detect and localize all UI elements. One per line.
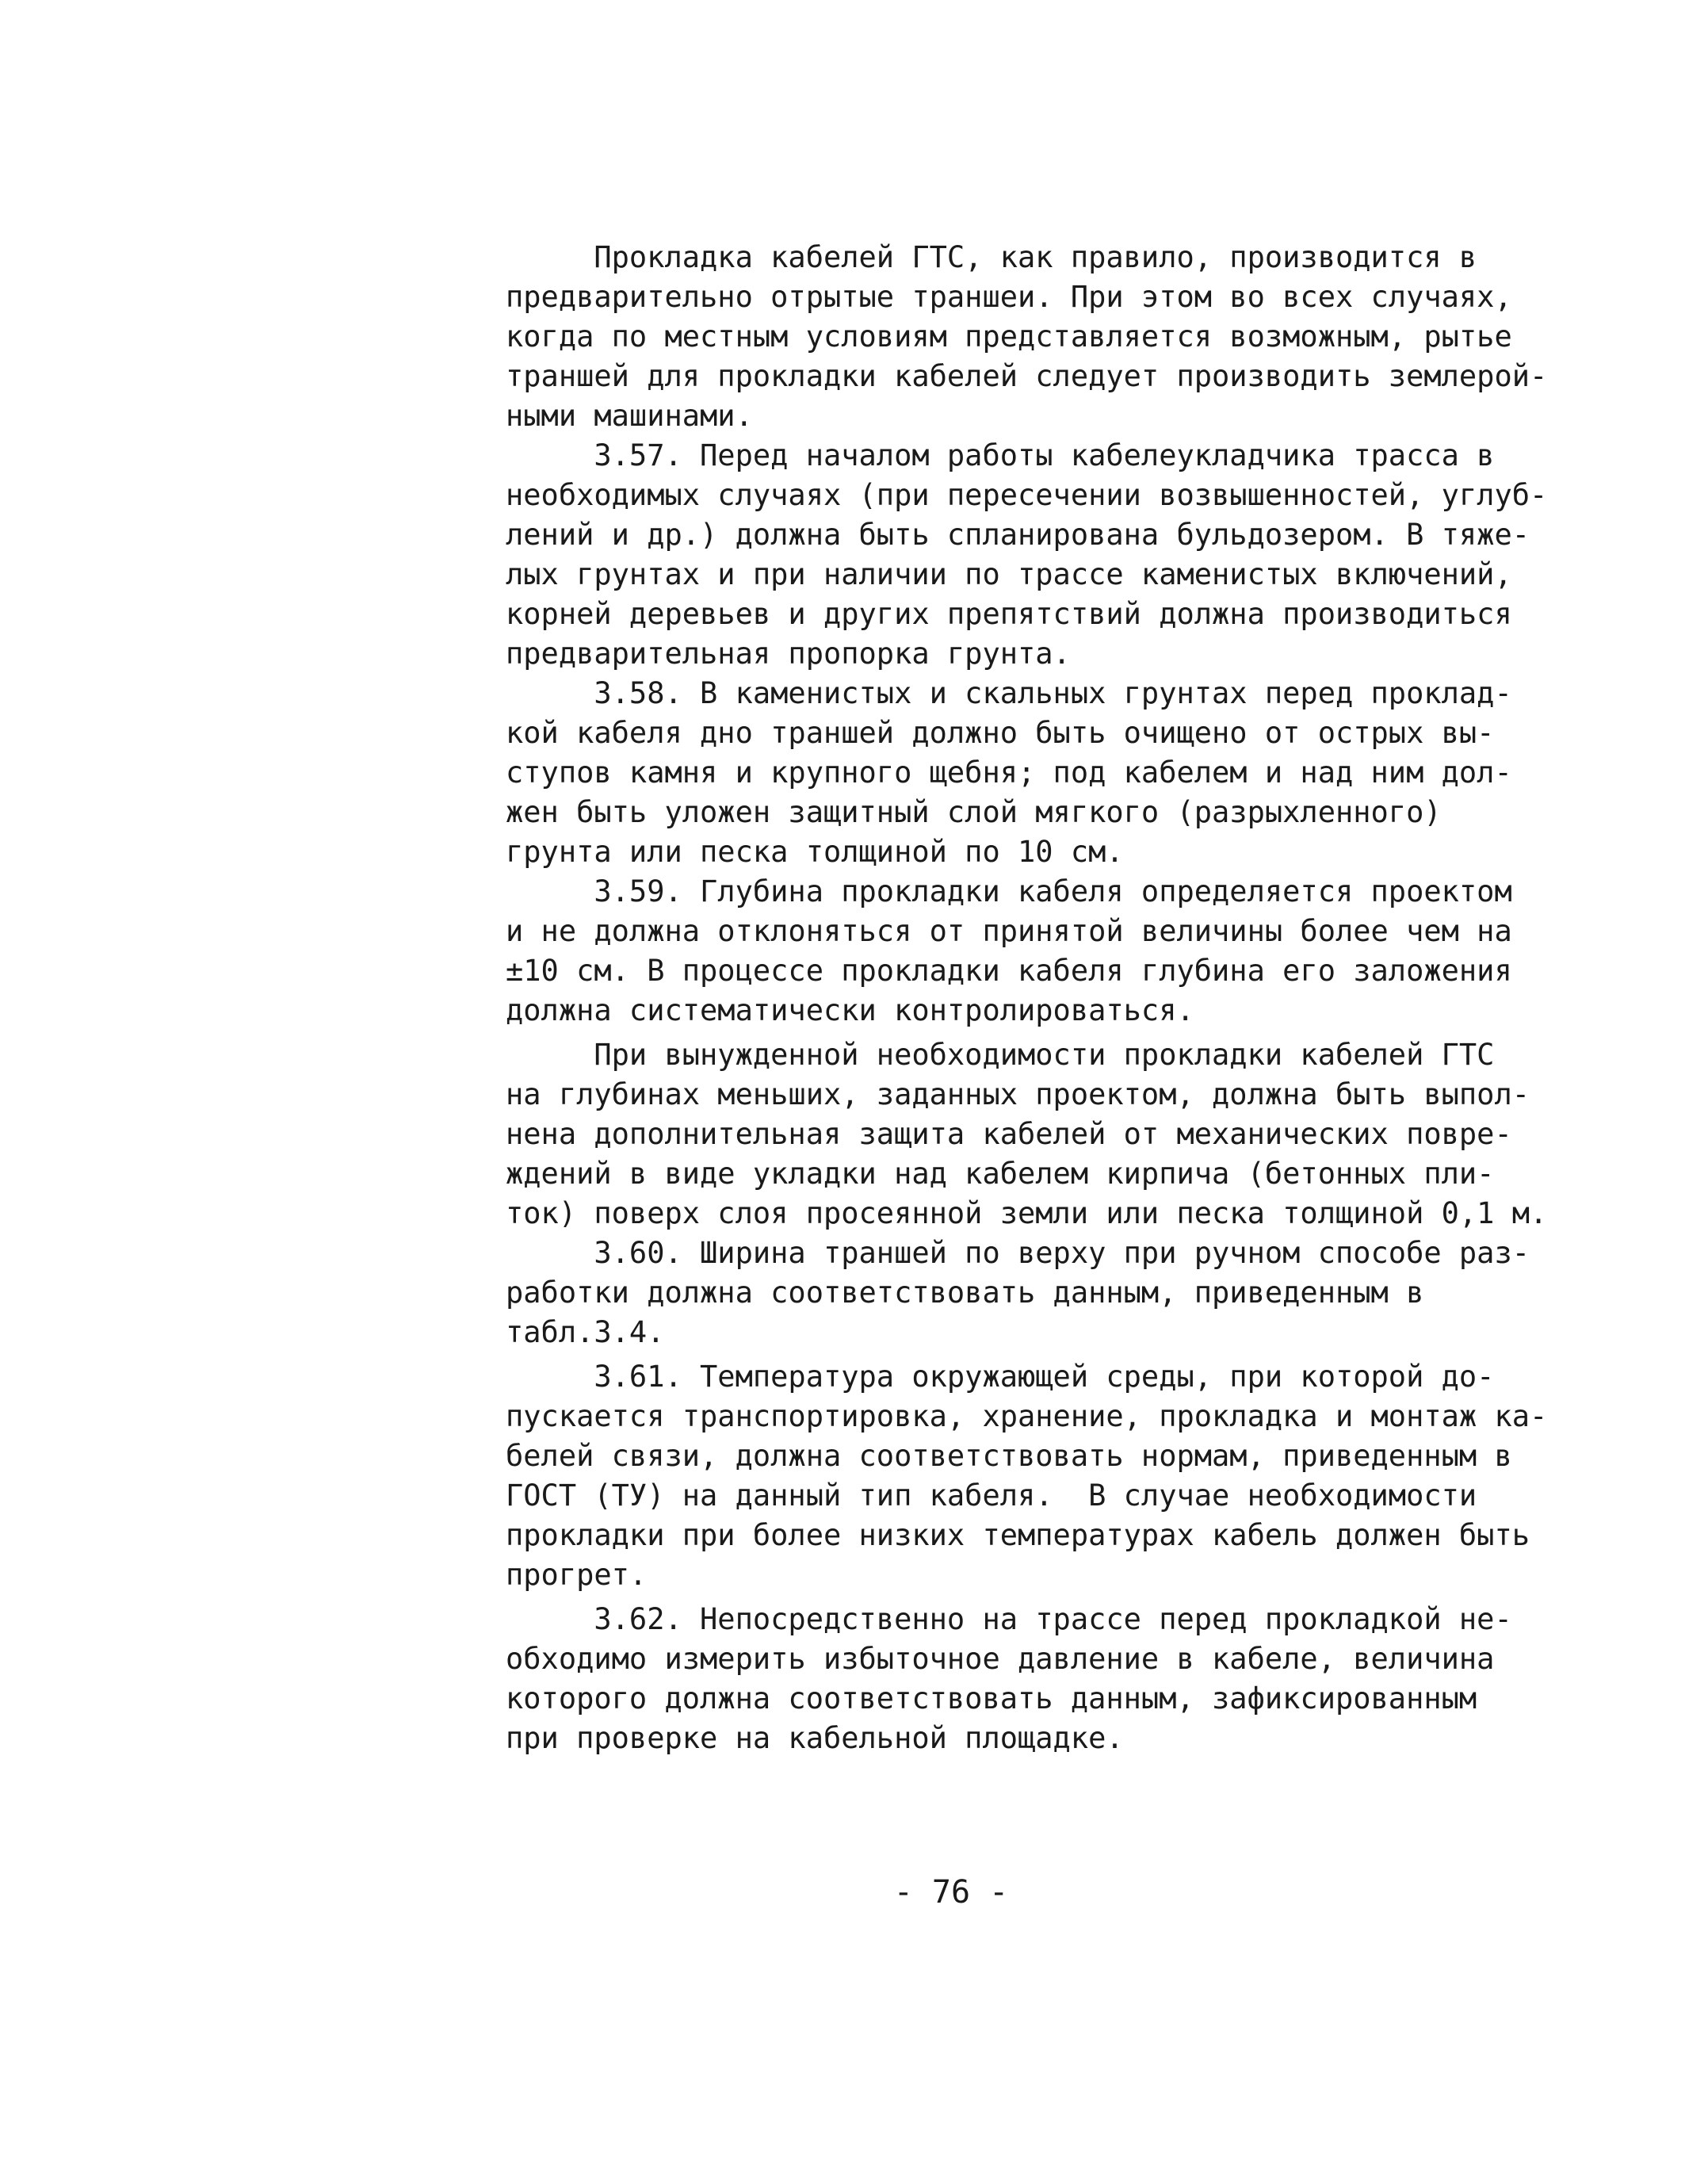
text-line: При вынужденной необходимости прокладки кабелей ГТС: [506, 1038, 1495, 1072]
text-line: на глубинах меньших, заданных проектом, должна быть выпол-: [506, 1077, 1530, 1111]
text-line: 3.59. Глубина прокладки кабеля определяется проектом: [506, 874, 1512, 908]
text-line: 3.62. Непосредственно на трассе перед прокладкой не-: [506, 1602, 1512, 1636]
text-line: Прокладка кабелей ГТС, как правило, производится в: [506, 240, 1477, 274]
text-line: обходимо измерить избыточное давление в кабеле, величина: [506, 1642, 1495, 1676]
text-line: 3.58. В каменистых и скальных грунтах перед проклад-: [506, 676, 1512, 710]
paragraph-3-61: [506, 1357, 1615, 1595]
paragraph-shallow-depth: [506, 1035, 1615, 1234]
text-line: кой кабеля дно траншей должно быть очищено от острых вы-: [506, 716, 1495, 750]
text-line: при проверке на кабельной площадке.: [506, 1721, 1124, 1755]
text-line: табл.3.4.: [506, 1315, 665, 1349]
text-line: лых грунтах и при наличии по трассе каменистых включений,: [506, 557, 1512, 591]
text-line: должна систематически контролироваться.: [506, 993, 1194, 1027]
text-line: ными машинами.: [506, 399, 753, 433]
paragraph-3-58: [506, 674, 1615, 872]
paragraph-3-62: [506, 1600, 1615, 1758]
body-text: [506, 238, 1615, 1758]
text-line: ±10 см. В процессе прокладки кабеля глубина его заложения: [506, 954, 1512, 988]
text-line: нена дополнительная защита кабелей от механических повре-: [506, 1117, 1512, 1151]
text-line: пускается транспортировка, хранение, прокладка и монтаж ка-: [506, 1399, 1548, 1433]
text-line: прогрет.: [506, 1558, 648, 1592]
text-line: ток) поверх слоя просеянной земли или песка толщиной 0,1 м.: [506, 1196, 1548, 1230]
text-line: жен быть уложен защитный слой мягкого (разрыхленного): [506, 795, 1442, 829]
text-line: лений и др.) должна быть спланирована бульдозером. В тяже-: [506, 518, 1530, 552]
text-line: 3.60. Ширина траншей по верху при ручном способе раз-: [506, 1236, 1530, 1270]
text-line: предварительная пропорка грунта.: [506, 637, 1071, 671]
text-line: необходимых случаях (при пересечении возвышенностей, углуб-: [506, 478, 1548, 512]
text-line: когда по местным условиям представляется возможным, рытье: [506, 319, 1512, 354]
text-line: 3.57. Перед началом работы кабелеукладчика трасса в: [506, 438, 1495, 472]
page-number: - 76 -: [893, 1874, 1009, 1911]
text-line: 3.61. Температура окружающей среды, при которой до-: [506, 1360, 1495, 1394]
text-line: предварительно отрытые траншеи. При этом во всех случаях,: [506, 280, 1512, 314]
text-line: ГОСТ (ТУ) на данный тип кабеля. В случае необходимости: [506, 1478, 1477, 1513]
paragraph-3-60: [506, 1234, 1615, 1352]
paragraph-intro: [506, 238, 1615, 436]
text-line: ждений в виде укладки над кабелем кирпича (бетонных пли-: [506, 1157, 1495, 1191]
text-line: работки должна соответствовать данным, приведенным в: [506, 1276, 1424, 1310]
paragraph-3-59: [506, 872, 1615, 1031]
text-line: грунта или песка толщиной по 10 см.: [506, 835, 1124, 869]
text-line: которого должна соответствовать данным, зафиксированным: [506, 1681, 1477, 1716]
paragraph-3-57: [506, 436, 1615, 674]
text-line: ступов камня и крупного щебня; под кабелем и над ним дол-: [506, 755, 1512, 790]
text-line: корней деревьев и других препятствий должна производиться: [506, 597, 1512, 631]
text-line: траншей для прокладки кабелей следует производить землерой-: [506, 359, 1548, 393]
text-line: и не должна отклоняться от принятой величины более чем на: [506, 914, 1512, 948]
text-line: белей связи, должна соответствовать нормам, приведенным в: [506, 1439, 1512, 1473]
text-line: прокладки при более низких температурах кабель должен быть: [506, 1518, 1530, 1552]
